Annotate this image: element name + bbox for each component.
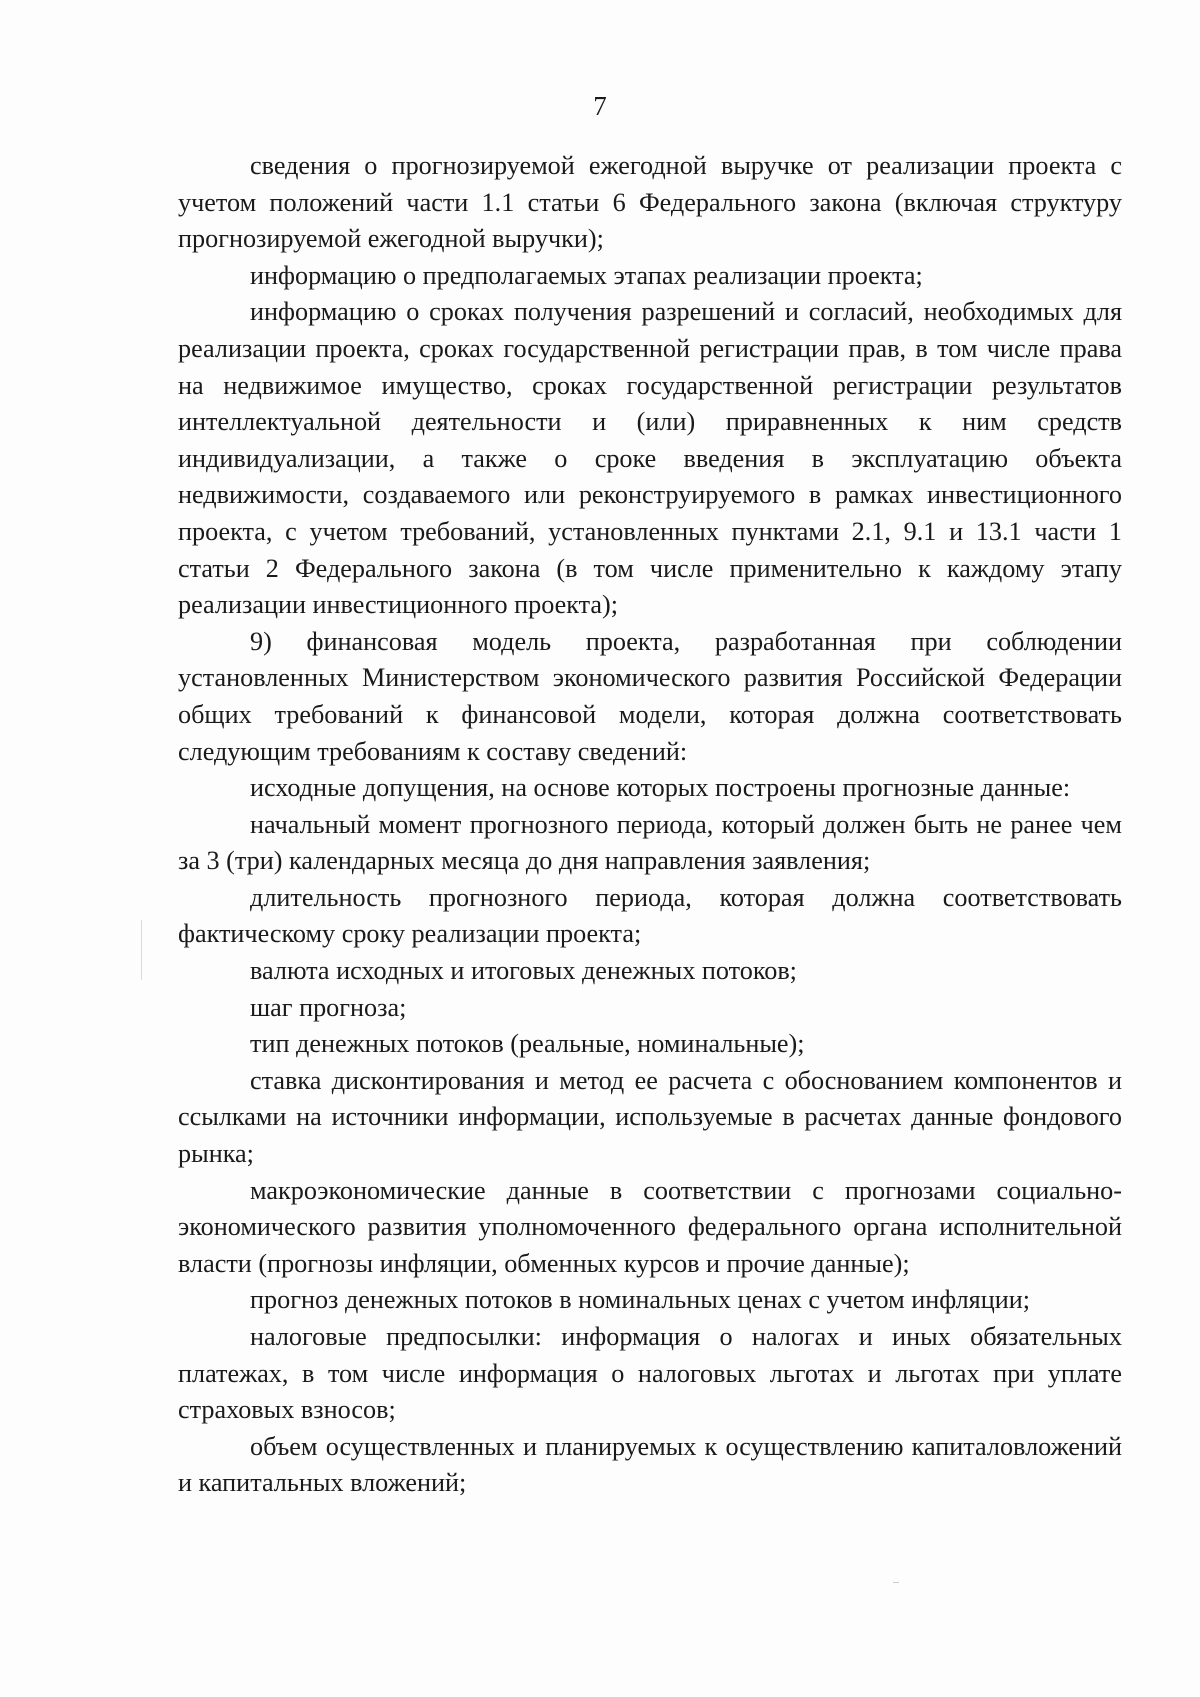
paragraph-capital-investments: объем осуществленных и планируемых к осуществлению капиталовложений и капитальных вложений; xyxy=(178,1431,1122,1498)
paragraph-forecast-start: начальный момент прогнозного периода, который должен быть не ранее чем за 3 (три) календарных месяца до дня направления заявления; xyxy=(178,809,1122,876)
paragraph-forecast-step: шаг прогноза; xyxy=(250,992,407,1022)
scan-artifact xyxy=(141,920,142,980)
scan-artifact xyxy=(893,1582,899,1583)
paragraph-nominal-forecast: прогноз денежных потоков в номинальных ценах с учетом инфляции; xyxy=(250,1285,1031,1315)
paragraph-cashflow-currency: валюта исходных и итоговых денежных потоков; xyxy=(250,956,797,986)
paragraph-financial-model: 9) финансовая модель проекта, разработанная при соблюдении установленных Министерством экономического развития Российской Федерации общих требований к финансовой модели, которая должна соответствовать следующим требованиям к составу сведений: xyxy=(178,626,1122,766)
document-body xyxy=(178,148,1122,1502)
paragraph-macro-data: макроэкономические данные в соответствии с прогнозами социально-экономического развития уполномоченного федерального органа исполнительной власти (прогнозы инфляции, обменных курсов и прочие данные); xyxy=(178,1175,1122,1278)
paragraph-forecast-duration: длительность прогнозного периода, которая должна соответствовать фактическому сроку реализации проекта; xyxy=(178,882,1122,949)
paragraph-cashflow-type: тип денежных потоков (реальные, номинальные); xyxy=(250,1029,805,1059)
paragraph-project-stages: информацию о предполагаемых этапах реализации проекта; xyxy=(250,260,923,290)
paragraph-initial-assumptions: исходные допущения, на основе которых построены прогнозные данные: xyxy=(250,773,1071,803)
paragraph-tax-assumptions: налоговые предпосылки: информация о налогах и иных обязательных платежах, в том числе информация о налоговых льготах и льготах при уплате страховых взносов; xyxy=(178,1322,1122,1425)
paragraph-permits-deadlines: информацию о сроках получения разрешений и согласий, необходимых для реализации проекта, сроках государственной регистрации прав, в том числе права на недвижимое имущество, сроках государственной регистрации результатов интеллектуальной деятельности и (или) приравненных к ним средств индивидуализации, а также о сроке введения в эксплуатацию объекта недвижимости, создаваемого или реконструируемого в рамках инвестиционного проекта, с учетом требований, установленных пунктами 2.1, 9.1 и 13.1 части 1 статьи 2 Федерального закона (в том числе применительно к каждому этапу реализации инвестиционного проекта); xyxy=(178,297,1122,620)
page-number: 7 xyxy=(593,91,607,121)
paragraph-discount-rate: ставка дисконтирования и метод ее расчета с обоснованием компонентов и ссылками на источники информации, используемые в расчетах данные фондового рынка; xyxy=(178,1065,1122,1169)
paragraph-revenue-info: сведения о прогнозируемой ежегодной выручке от реализации проекта с учетом положений части 1.1 статьи 6 Федерального закона (включая структуру прогнозируемой ежегодной выручки); xyxy=(178,151,1122,254)
